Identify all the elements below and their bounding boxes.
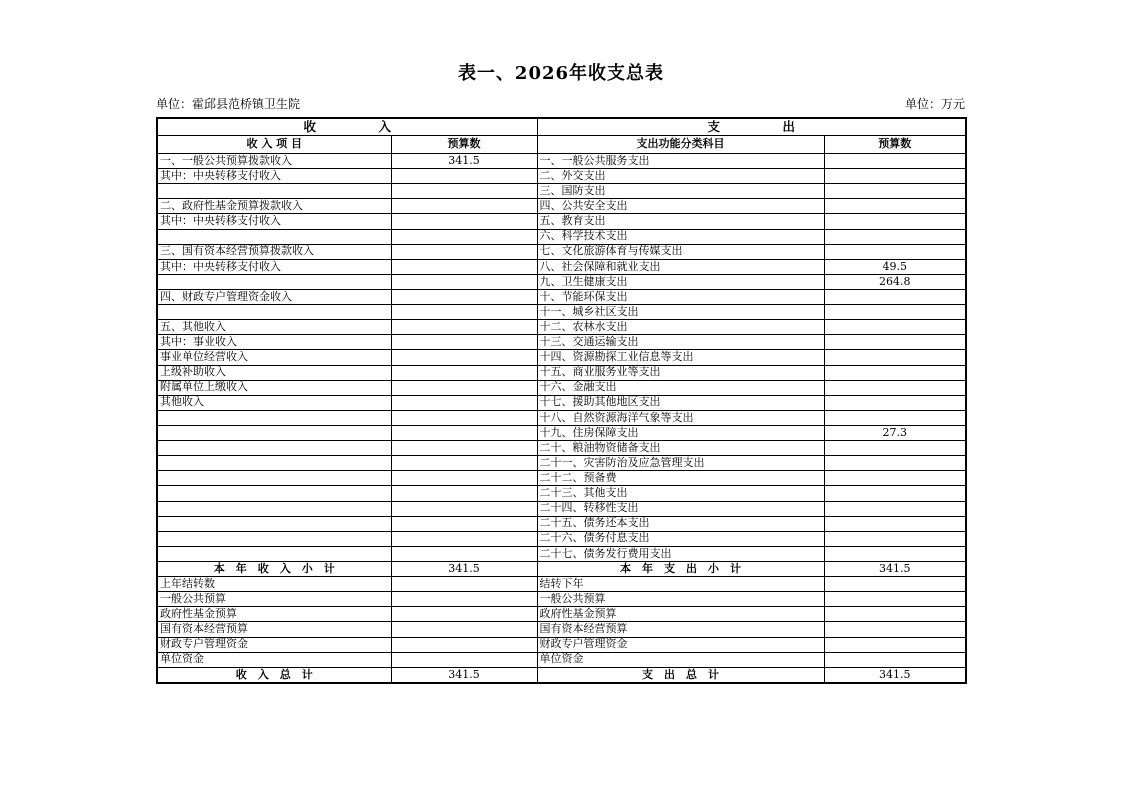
expense-item-cell: 十二、农林水支出 — [537, 320, 824, 335]
table-row — [157, 274, 966, 289]
income-item-cell — [157, 425, 391, 440]
income-value-cell — [391, 365, 537, 380]
income-item-cell: 附属单位上缴收入 — [157, 380, 391, 395]
income-value-cell — [391, 516, 537, 531]
table-row — [157, 456, 966, 471]
income-item-cell: 其中：事业收入 — [157, 335, 391, 350]
income-item-cell: 政府性基金预算 — [157, 607, 391, 622]
table-row — [157, 244, 966, 259]
expense-budget-column-header: 预算数 — [824, 136, 966, 154]
table-row — [157, 229, 966, 244]
expense-item-cell: 十九、住房保障支出 — [537, 425, 824, 440]
table-row — [157, 395, 966, 410]
expense-value-cell — [824, 244, 966, 259]
expense-item-cell: 二十、粮油物资储备支出 — [537, 441, 824, 456]
expense-item-cell: 十三、交通运输支出 — [537, 335, 824, 350]
table-row — [157, 169, 966, 184]
table-row — [157, 577, 966, 592]
expense-value-cell — [824, 501, 966, 516]
expense-item-cell: 十七、援助其他地区支出 — [537, 395, 824, 410]
expense-item-cell: 支 出 总 计 — [537, 667, 824, 683]
expense-value-cell: 264.8 — [824, 274, 966, 289]
page-title: 表一、2026年收支总表 — [457, 63, 665, 84]
income-value-cell — [391, 380, 537, 395]
income-value-cell — [391, 305, 537, 320]
expense-value-cell — [824, 652, 966, 667]
table-row — [157, 561, 966, 576]
table-row — [157, 607, 966, 622]
unit-line — [156, 97, 965, 111]
expense-item-column-header: 支出功能分类科目 — [537, 136, 824, 154]
expense-value-cell — [824, 471, 966, 486]
income-value-cell — [391, 577, 537, 592]
expense-value-cell: 49.5 — [824, 259, 966, 274]
expense-value-cell — [824, 229, 966, 244]
income-value-cell — [391, 410, 537, 425]
budget-table — [156, 117, 967, 684]
income-value-cell: 341.5 — [391, 667, 537, 683]
expense-item-cell: 国有资本经营预算 — [537, 622, 824, 637]
income-item-cell — [157, 501, 391, 516]
expense-item-cell: 二十七、债务发行费用支出 — [537, 546, 824, 561]
expense-value-cell — [824, 577, 966, 592]
expense-value-cell — [824, 199, 966, 214]
table-row — [157, 380, 966, 395]
income-item-cell: 国有资本经营预算 — [157, 622, 391, 637]
expense-value-cell — [824, 486, 966, 501]
table-row — [157, 592, 966, 607]
expense-value-cell: 27.3 — [824, 425, 966, 440]
income-item-cell: 其中：中央转移支付收入 — [157, 169, 391, 184]
income-item-cell: 二、政府性基金预算拨款收入 — [157, 199, 391, 214]
expense-value-cell — [824, 607, 966, 622]
expense-value-cell — [824, 395, 966, 410]
expense-item-cell: 七、文化旅游体育与传媒支出 — [537, 244, 824, 259]
table-row — [157, 531, 966, 546]
table-row — [157, 214, 966, 229]
table-row — [157, 410, 966, 425]
income-item-cell — [157, 456, 391, 471]
income-value-cell: 341.5 — [391, 561, 537, 576]
income-value-cell — [391, 622, 537, 637]
expense-value-cell — [824, 410, 966, 425]
expense-value-cell — [824, 622, 966, 637]
expense-value-cell — [824, 546, 966, 561]
income-value-cell — [391, 441, 537, 456]
expense-item-cell: 四、公共安全支出 — [537, 199, 824, 214]
income-item-cell: 四、财政专户管理资金收入 — [157, 289, 391, 304]
expense-item-cell: 十八、自然资源海洋气象等支出 — [537, 410, 824, 425]
expense-value-cell — [824, 456, 966, 471]
unit-organization-label: 单位：霍邱县范桥镇卫生院 — [156, 97, 301, 111]
income-item-cell: 其中：中央转移支付收入 — [157, 259, 391, 274]
income-value-cell — [391, 289, 537, 304]
expense-item-cell: 二十三、其他支出 — [537, 486, 824, 501]
income-value-cell — [391, 229, 537, 244]
expense-value-cell — [824, 214, 966, 229]
table-group-header-row — [157, 118, 966, 136]
income-item-cell — [157, 184, 391, 199]
table-row — [157, 305, 966, 320]
income-value-cell — [391, 274, 537, 289]
expense-value-cell — [824, 592, 966, 607]
income-item-cell — [157, 486, 391, 501]
expense-item-cell: 本 年 支 出 小 计 — [537, 561, 824, 576]
income-budget-column-header: 预算数 — [391, 136, 537, 154]
expense-item-cell: 六、科学技术支出 — [537, 229, 824, 244]
table-row — [157, 637, 966, 652]
expense-item-cell: 二十二、预备费 — [537, 471, 824, 486]
expense-item-cell: 二十五、债务还本支出 — [537, 516, 824, 531]
expense-item-cell: 结转下年 — [537, 577, 824, 592]
table-row — [157, 259, 966, 274]
unit-currency-label: 单位：万元 — [904, 97, 965, 111]
income-item-cell — [157, 229, 391, 244]
expense-value-cell: 341.5 — [824, 667, 966, 683]
table-row — [157, 471, 966, 486]
income-value-cell — [391, 652, 537, 667]
table-row — [157, 622, 966, 637]
expense-item-cell: 九、卫生健康支出 — [537, 274, 824, 289]
income-value-cell — [391, 214, 537, 229]
income-value-cell — [391, 244, 537, 259]
expense-value-cell — [824, 154, 966, 169]
income-item-cell: 一般公共预算 — [157, 592, 391, 607]
income-value-cell — [391, 199, 537, 214]
expense-value-cell — [824, 320, 966, 335]
income-item-cell: 上级补助收入 — [157, 365, 391, 380]
expense-value-cell — [824, 637, 966, 652]
expense-group-header: 支 出 — [537, 118, 966, 136]
income-item-cell — [157, 531, 391, 546]
table-row — [157, 365, 966, 380]
expense-value-cell: 341.5 — [824, 561, 966, 576]
expense-value-cell — [824, 441, 966, 456]
income-item-cell: 本 年 收 入 小 计 — [157, 561, 391, 576]
income-value-cell — [391, 486, 537, 501]
income-item-cell: 五、其他收入 — [157, 320, 391, 335]
expense-item-cell: 单位资金 — [537, 652, 824, 667]
income-group-header: 收 入 — [157, 118, 537, 136]
income-value-cell — [391, 335, 537, 350]
table-row — [157, 486, 966, 501]
expense-value-cell — [824, 516, 966, 531]
expense-item-cell: 二十六、债务付息支出 — [537, 531, 824, 546]
income-value-cell — [391, 607, 537, 622]
expense-value-cell — [824, 169, 966, 184]
table-row — [157, 501, 966, 516]
expense-item-cell: 十六、金融支出 — [537, 380, 824, 395]
expense-item-cell: 十五、商业服务业等支出 — [537, 365, 824, 380]
table-row — [157, 441, 966, 456]
table-row — [157, 667, 966, 683]
income-item-cell: 单位资金 — [157, 652, 391, 667]
income-item-cell: 财政专户管理资金 — [157, 637, 391, 652]
income-value-cell — [391, 456, 537, 471]
income-item-cell: 收 入 总 计 — [157, 667, 391, 683]
expense-value-cell — [824, 365, 966, 380]
income-value-cell — [391, 425, 537, 440]
income-item-cell: 一、一般公共预算拨款收入 — [157, 154, 391, 169]
table-row — [157, 350, 966, 365]
table-row — [157, 184, 966, 199]
table-row — [157, 546, 966, 561]
expense-item-cell: 一般公共预算 — [537, 592, 824, 607]
expense-value-cell — [824, 184, 966, 199]
income-value-cell — [391, 501, 537, 516]
income-value-cell — [391, 184, 537, 199]
expense-item-cell: 三、国防支出 — [537, 184, 824, 199]
income-value-cell: 341.5 — [391, 154, 537, 169]
expense-item-cell: 二、外交支出 — [537, 169, 824, 184]
table-row — [157, 425, 966, 440]
expense-item-cell: 十四、资源勘探工业信息等支出 — [537, 350, 824, 365]
income-item-cell: 上年结转数 — [157, 577, 391, 592]
table-row — [157, 652, 966, 667]
income-item-cell: 其他收入 — [157, 395, 391, 410]
expense-item-cell: 二十四、转移性支出 — [537, 501, 824, 516]
expense-value-cell — [824, 335, 966, 350]
income-value-cell — [391, 395, 537, 410]
income-value-cell — [391, 259, 537, 274]
expense-value-cell — [824, 380, 966, 395]
income-item-cell: 其中：中央转移支付收入 — [157, 214, 391, 229]
expense-item-cell: 五、教育支出 — [537, 214, 824, 229]
expense-item-cell: 十、节能环保支出 — [537, 289, 824, 304]
income-item-cell — [157, 471, 391, 486]
expense-item-cell: 二十一、灾害防治及应急管理支出 — [537, 456, 824, 471]
income-item-cell — [157, 305, 391, 320]
income-item-cell — [157, 441, 391, 456]
income-value-cell — [391, 320, 537, 335]
income-value-cell — [391, 471, 537, 486]
income-item-cell: 事业单位经营收入 — [157, 350, 391, 365]
income-value-cell — [391, 531, 537, 546]
expense-value-cell — [824, 531, 966, 546]
income-value-cell — [391, 350, 537, 365]
income-value-cell — [391, 169, 537, 184]
income-value-cell — [391, 546, 537, 561]
income-value-cell — [391, 637, 537, 652]
income-item-cell — [157, 410, 391, 425]
table-row — [157, 154, 966, 169]
table-row — [157, 289, 966, 304]
income-item-column-header: 收 入 项 目 — [157, 136, 391, 154]
income-item-cell — [157, 546, 391, 561]
expense-item-cell: 八、社会保障和就业支出 — [537, 259, 824, 274]
expense-item-cell: 财政专户管理资金 — [537, 637, 824, 652]
table-row — [157, 516, 966, 531]
table-row — [157, 320, 966, 335]
income-item-cell: 三、国有资本经营预算拨款收入 — [157, 244, 391, 259]
expense-value-cell — [824, 305, 966, 320]
table-row — [157, 335, 966, 350]
expense-item-cell: 政府性基金预算 — [537, 607, 824, 622]
table-row — [157, 199, 966, 214]
income-item-cell — [157, 516, 391, 531]
expense-value-cell — [824, 350, 966, 365]
expense-value-cell — [824, 289, 966, 304]
income-value-cell — [391, 592, 537, 607]
table-column-header-row — [157, 136, 966, 154]
expense-item-cell: 一、一般公共服务支出 — [537, 154, 824, 169]
expense-item-cell: 十一、城乡社区支出 — [537, 305, 824, 320]
income-item-cell — [157, 274, 391, 289]
